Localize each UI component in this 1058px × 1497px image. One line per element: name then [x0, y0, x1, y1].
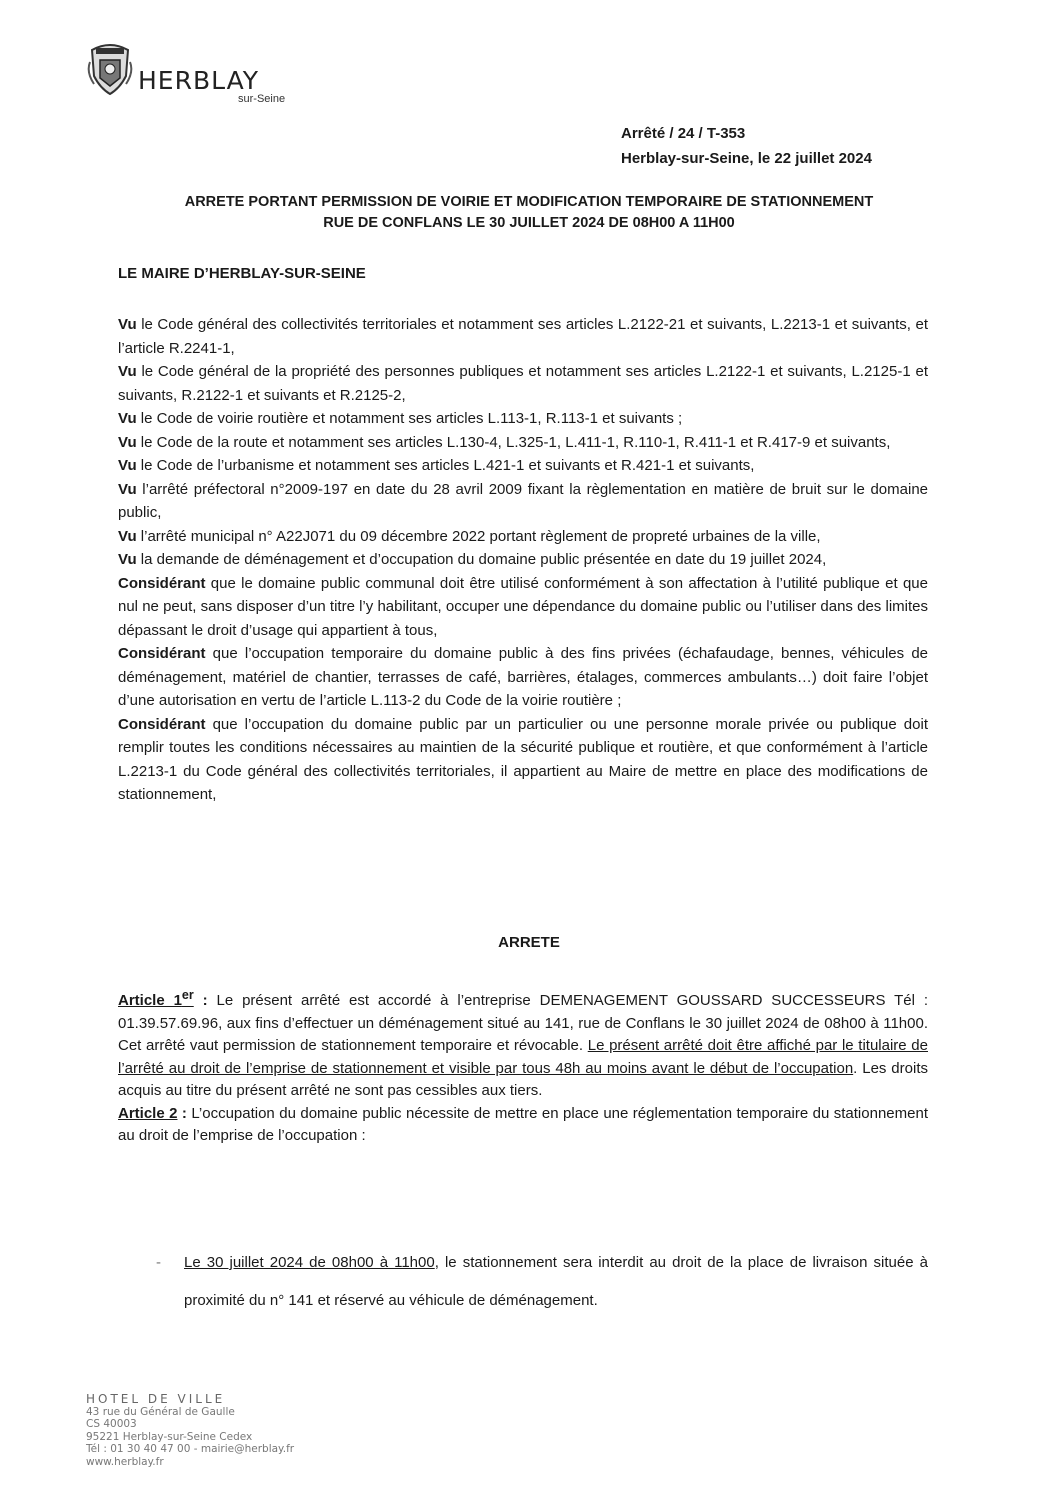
bullet-dash: -	[156, 1254, 161, 1271]
footer-address	[86, 1393, 294, 1468]
considerant-paragraph	[118, 713, 928, 807]
place-date: Herblay-sur-Seine, le 22 juillet 2024	[621, 150, 872, 167]
considerant-text: que l’occupation du domaine public par un particulier ou une personne morale privée ou publique doit remplir toutes les conditions nécessaires au maintien de la sécurité publique et routière, et que conformément à l’article L.2213-1 du Code général des collectivités territoriales, il appartient au Maire de mettre en place des modifications de stationnement,	[118, 715, 928, 803]
considerant-paragraph	[118, 572, 928, 643]
visa-text: le Code général de la propriété des personnes publiques et notamment ses articles L.2122-1 et suivants, L.2125-1 et suivants, R.2122-1 et suivants et R.2125-2,	[118, 363, 928, 404]
parking-rule-body: , le stationnement sera interdit au droit de la place de livraison située à proximité du n° 141 et réservé au véhicule de déménagement.	[184, 1254, 928, 1309]
articles-section	[118, 984, 928, 1148]
article-1-text: Le présent arrêté est accordé à l’entreprise DEMENAGEMENT GOUSSARD SUCCESSEURS Tél : 01.39.57.69.96, aux fins d’effectuer un déménagement situé au 141, rue de Conflans le 30 juillet 2024 de 08h00 à 11h00. Cet arrêté vaut permission de stationnement temporaire et révocable.	[118, 992, 928, 1054]
visa-paragraph	[118, 313, 928, 360]
visa-text: le Code de l’urbanisme et notamment ses articles L.421-1 et suivants et R.421-1 et suivants,	[136, 457, 755, 474]
title-line-2: RUE DE CONFLANS LE 30 JUILLET 2024 DE 08H00 A 11H00	[323, 215, 735, 231]
visa-paragraph	[118, 407, 928, 431]
crest-icon	[86, 40, 134, 96]
visa-lead: Vu	[118, 363, 137, 380]
considerant-lead: Considérant	[118, 574, 206, 592]
article-2-text: L’occupation du domaine public nécessite de mettre en place une réglementation temporaire du stationnement au droit de l’emprise de l’occupation :	[118, 1104, 928, 1144]
parking-rule-text	[184, 1244, 928, 1320]
considerant-paragraph	[118, 642, 928, 713]
considerant-lead: Considérant	[118, 645, 206, 662]
article-1-text-end: . Les droits acquis au titre du présent arrêté ne sont pas cessibles aux tiers.	[118, 1059, 928, 1099]
visa-paragraph	[118, 478, 928, 525]
visa-text: le Code de voirie routière et notamment ses articles L.113-1, R.113-1 et suivants ;	[136, 410, 683, 427]
article-1-separator: :	[193, 992, 217, 1009]
visa-paragraph	[118, 360, 928, 407]
visa-lead: Vu	[118, 551, 137, 568]
visa-paragraph	[118, 454, 928, 478]
footer-contact: Tél : 01 30 40 47 00 - mairie@herblay.fr	[86, 1443, 295, 1455]
reference-block	[621, 121, 872, 171]
article-2-label: Article 2	[118, 1104, 178, 1122]
footer-street: 43 rue du Général de Gaulle	[86, 1405, 235, 1418]
title-line-1: ARRETE PORTANT PERMISSION DE VOIRIE ET MODIFICATION TEMPORAIRE DE STATIONNEMENT	[184, 194, 874, 210]
visa-paragraph	[118, 548, 928, 572]
article-1	[118, 984, 928, 1103]
footer-cs: CS 40003	[86, 1418, 137, 1430]
considerant-text: que le domaine public communal doit être utilisé conformément à son affectation à l’utilité publique et que nul ne peut, sans disposer d’un titre l’y habilitant, occuper une dépendance du domaine public ou l’utiliser dans des limites dépassant le droit d’usage qui appartient à tous,	[118, 574, 928, 639]
visa-paragraph	[118, 431, 928, 455]
visa-text: la demande de déménagement et d’occupation du domaine public présentée en date du 19 juillet 2024,	[136, 551, 827, 568]
brand-name: HERBLAY	[138, 66, 260, 95]
visa-lead: Vu	[118, 316, 137, 333]
article-1-label: Article 1er	[118, 988, 194, 1009]
article-1-display-notice: Le présent arrêté doit être affiché par le titulaire de l’arrêté au droit de l’emprise de stationnement et visible par tous 48h au moins avant le début de l’occupation	[118, 1037, 928, 1077]
arrete-heading: ARRETE	[498, 934, 560, 951]
document-title	[100, 192, 958, 234]
visa-text: l’arrêté municipal n° A22J071 du 09 décembre 2022 portant règlement de propreté urbaines de la ville,	[136, 527, 821, 545]
article-2	[118, 1103, 928, 1148]
city-logo	[86, 40, 316, 110]
visa-lead: Vu	[118, 457, 137, 474]
footer-website: www.herblay.fr	[86, 1455, 164, 1468]
brand-subtitle: sur-Seine	[238, 93, 286, 105]
visa-text: le Code de la route et notamment ses articles L.130-4, L.325-1, L.411-1, R.110-1, R.411-1 et R.417-9 et suivants,	[136, 433, 891, 451]
visa-paragraph	[118, 525, 928, 549]
footer-city: 95221 Herblay-sur-Seine Cedex	[86, 1430, 253, 1443]
visas-section	[118, 313, 928, 807]
authority-heading: LE MAIRE D’HERBLAY-SUR-SEINE	[118, 265, 366, 282]
decree-number: Arrêté / 24 / T-353	[621, 125, 746, 142]
visa-lead: Vu	[118, 433, 137, 451]
footer-title: HOTEL DE VILLE	[86, 1392, 226, 1406]
parking-rule-item	[118, 1244, 928, 1320]
visa-lead: Vu	[118, 410, 137, 427]
considerant-text: que l’occupation temporaire du domaine public à des fins privées (échafaudage, bennes, véhicules de déménagement, matériel de chantier, terrasses de café, barrières, étalages, commerces ambulants…) doit faire l’objet d’une autorisation en vertu de l’article L.113-2 du Code de la voirie routière ;	[118, 645, 928, 709]
visa-lead: Vu	[118, 527, 137, 545]
visa-text: l’arrêté préfectoral n°2009-197 en date du 28 avril 2009 fixant la règlementation en matière de bruit sur le domaine public,	[118, 480, 928, 521]
considerant-lead: Considérant	[118, 715, 206, 733]
parking-rule-date: Le 30 juillet 2024 de 08h00 à 11h00	[184, 1254, 435, 1271]
visa-text: le Code général des collectivités territoriales et notamment ses articles L.2122-21 et suivants, L.2213-1 et suivants, et l’article R.2241-1,	[118, 316, 928, 357]
article-2-separator: :	[177, 1104, 192, 1122]
visa-lead: Vu	[118, 480, 137, 498]
